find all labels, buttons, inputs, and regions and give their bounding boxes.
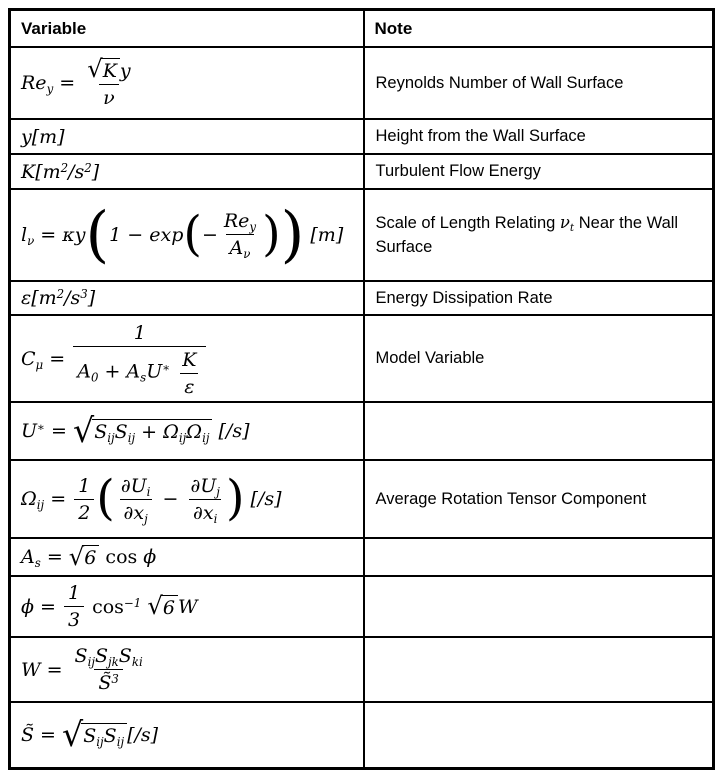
table-row <box>10 281 714 315</box>
note-cell <box>364 538 714 576</box>
table-row <box>10 315 714 402</box>
variable-cell <box>10 189 364 281</box>
variable-cell <box>10 702 364 769</box>
table-row <box>10 154 714 189</box>
variable-cell <box>10 538 364 576</box>
variables-table <box>8 8 715 770</box>
note-cell <box>364 576 714 637</box>
note-cell <box>364 637 714 702</box>
variable-cell <box>10 281 364 315</box>
column-header-note: Note <box>364 10 714 48</box>
header-row <box>10 10 714 48</box>
variable-cell <box>10 119 364 154</box>
table-row <box>10 637 714 702</box>
formula-math: $l_\nu = \kappa y$ ( 1 − exp ( − $\frac{Re_y}{A_\nu}$ ) ) [m] <box>21 199 344 270</box>
table-row <box>10 702 714 769</box>
table-row <box>10 538 714 576</box>
formula-math: ϕ = $\frac{1}{3}$ $\cos^{-1}$ √ 6 W <box>21 582 198 631</box>
table-row <box>10 402 714 460</box>
table-row <box>10 189 714 281</box>
variable-cell <box>10 576 364 637</box>
variable-cell <box>10 460 364 538</box>
formula-math: U∗ = √ $S_{ij}S_{ij} + \Omega_{ij}\Omega_{ij}$ [/s] <box>21 411 250 451</box>
variable-cell <box>10 402 364 460</box>
formula-math: W = $\frac{S_{ij}S_{jk}S_{ki}}{S̃^3}$ <box>21 645 143 694</box>
note-cell <box>364 702 714 769</box>
note-cell: Height from the Wall Surface <box>364 119 714 154</box>
variable-cell <box>10 47 364 119</box>
formula-math: S̃ = √ $S_{ij}S_{ij}$ [/s] <box>21 715 159 755</box>
note-cell: Model Variable <box>364 315 714 402</box>
formula-math: $\varepsilon[m^2/s^3]$ <box>21 287 96 309</box>
formula-math: $\Omega_{ij}$ = $\frac{1}{2}$ ( $\frac{\partial U_i}{\partial x_j}$ − $\frac{\partial U_j}{\partial x_i}$ ) [/s] <box>21 471 282 527</box>
formula-math: $A_s$ = √ 6 cos ϕ <box>21 541 157 571</box>
formula-math: y[m] <box>21 125 65 148</box>
formula-math: $Re_y$ = $\frac{\text{√K y}}{\nu}$ <box>21 54 131 109</box>
note-cell: Turbulent Flow Energy <box>364 154 714 189</box>
variable-cell <box>10 315 364 402</box>
formula-math: $K[m^2/s^2]$ <box>21 160 100 183</box>
variable-cell <box>10 154 364 189</box>
table-row <box>10 460 714 538</box>
table-row <box>10 47 714 119</box>
note-cell: Average Rotation Tensor Component <box>364 460 714 538</box>
note-cell: Energy Dissipation Rate <box>364 281 714 315</box>
note-cell: Reynolds Number of Wall Surface <box>364 47 714 119</box>
formula-math: $C_\mu$ = 1 $A_0 + A_sU^∗$ $\frac{K}{\varepsilon}$ <box>21 322 208 396</box>
variable-cell <box>10 637 364 702</box>
table-row <box>10 119 714 154</box>
note-cell <box>364 402 714 460</box>
table-row <box>10 576 714 637</box>
note-cell: Scale of Length Relating $\nu_t$ Near the Wall Surface <box>364 189 714 281</box>
column-header-variable: Variable <box>10 10 364 48</box>
